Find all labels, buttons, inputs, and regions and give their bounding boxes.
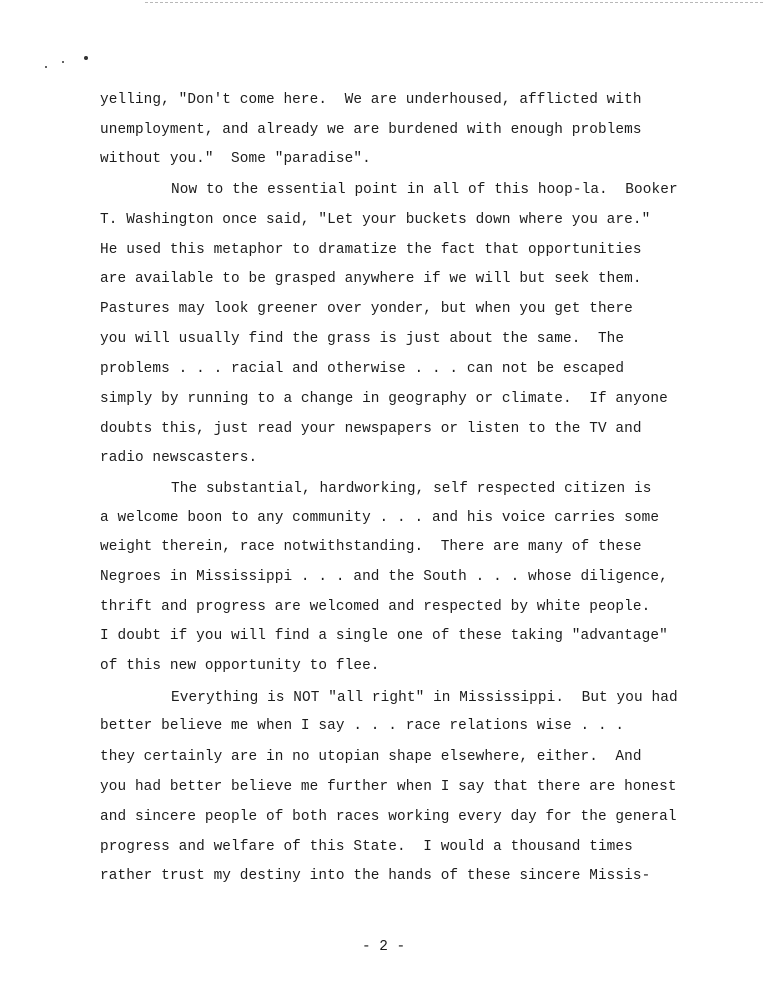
text-line: simply by running to a change in geography or climate. If anyone	[100, 391, 668, 407]
text-line: and sincere people of both races working every day for the general	[100, 809, 677, 825]
text-line: rather trust my destiny into the hands of these sincere Missis-	[100, 868, 651, 884]
text-line: I doubt if you will find a single one of these taking "advantage"	[100, 628, 668, 644]
text-line: without you." Some "paradise".	[100, 151, 371, 167]
text-line: Now to the essential point in all of this hoop-la. Booker	[171, 182, 678, 198]
text-line: unemployment, and already we are burdened with enough problems	[100, 122, 642, 138]
text-line: they certainly are in no utopian shape elsewhere, either. And	[100, 749, 642, 765]
text-line: doubts this, just read your newspapers or listen to the TV and	[100, 421, 642, 437]
text-line: weight therein, race notwithstanding. There are many of these	[100, 539, 642, 555]
text-line: progress and welfare of this State. I would a thousand times	[100, 839, 633, 855]
text-line: of this new opportunity to flee.	[100, 658, 380, 674]
text-line: a welcome boon to any community . . . and his voice carries some	[100, 510, 660, 526]
text-line: radio newscasters.	[100, 450, 258, 466]
text-line: you had better believe me further when I say that there are honest	[100, 779, 677, 795]
text-line: Pastures may look greener over yonder, but when you get there	[100, 301, 633, 317]
text-line: problems . . . racial and otherwise . . . can not be escaped	[100, 361, 625, 377]
text-line: Everything is NOT "all right" in Mississippi. But you had	[171, 690, 678, 706]
text-line: yelling, "Don't come here. We are underhoused, afflicted with	[100, 92, 642, 108]
text-line: are available to be grasped anywhere if we will but seek them.	[100, 271, 642, 287]
text-line: The substantial, hardworking, self respected citizen is	[171, 481, 652, 497]
text-line: T. Washington once said, "Let your buckets down where you are."	[100, 212, 651, 228]
text-line: better believe me when I say . . . race relations wise . . .	[100, 718, 625, 734]
text-line: you will usually find the grass is just about the same. The	[100, 331, 625, 347]
text-line: thrift and progress are welcomed and respected by white people.	[100, 599, 651, 615]
text-line: Negroes in Mississippi . . . and the South . . . whose diligence,	[100, 569, 668, 585]
page-number: - 2 -	[362, 939, 406, 955]
text-line: He used this metaphor to dramatize the fact that opportunities	[100, 242, 642, 258]
